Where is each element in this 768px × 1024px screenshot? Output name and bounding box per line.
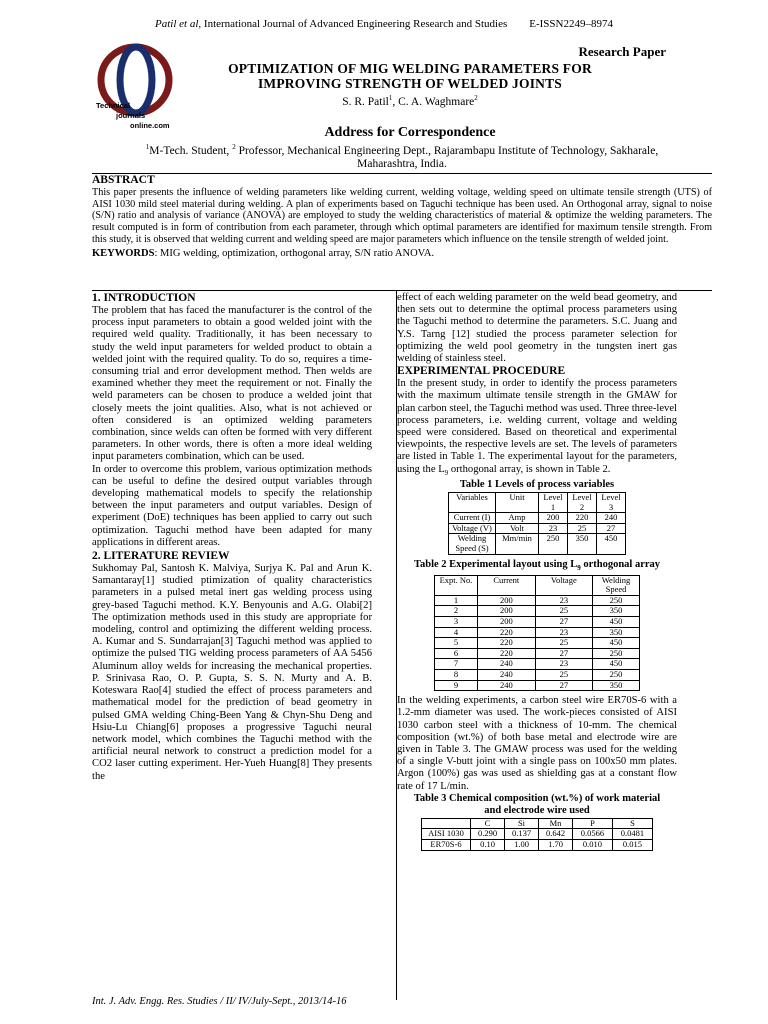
right-paragraph-top: effect of each welding parameter on the weld bead geometry, and then sets out to determine the optimal process parameters using the Taguchi method to determine the parameters. S.C. Juang and Y.S. Tarng [12] studied the process parameter selection for optimizing the weld pool geometry in the tungsten inert gas welding of stainless steel. — [397, 292, 677, 365]
table-cell: Welding Speed (S) — [449, 534, 496, 554]
table-row — [435, 638, 640, 649]
abstract-body: This paper presents the influence of welding parameters like welding current, welding voltage, welding speed on ultimate tensile strength (UTS) of AISI 1030 mild steel material during welding. A plan of experiments based on Taguchi technique has been used. An Orthogonal array, signal to noise (S/N) ratio and analysis of variance (ANOVA) are employed to study the welding characteristics of material & optimize the welding parameters. The result computed is in form of contribution from each parameter, through which optimal parameters are identified for maximum tensile strength. From this study, it is observed that welding current and welding speed are major parameters which influence on the tensile strength of welded joint. — [92, 187, 712, 245]
table-cell: 27 — [535, 648, 592, 659]
table-cell: Voltage (V) — [449, 523, 496, 534]
table-cell: 6 — [435, 648, 478, 659]
table-row — [449, 534, 626, 554]
table-cell: 25 — [568, 523, 597, 534]
table-cell: 23 — [535, 659, 592, 670]
table-cell: 350 — [568, 534, 597, 554]
table-cell: 7 — [435, 659, 478, 670]
affil-part-2: Professor, Mechanical Engineering Dept., Rajarambapu Institute of Technology, Sakharale, — [235, 144, 659, 157]
table-cell: S — [612, 818, 652, 829]
table-row — [435, 680, 640, 691]
author-2: C. A. Waghmare — [398, 95, 475, 108]
table-cell: 350 — [593, 680, 640, 691]
right-column — [397, 292, 677, 851]
table-cell: Level 3 — [597, 492, 626, 512]
left-column — [92, 292, 372, 783]
t3-caption-line-1: Table 3 Chemical composition (wt.%) of work material — [413, 792, 661, 804]
table-2 — [434, 575, 640, 692]
table-cell: Voltage — [535, 575, 592, 595]
table-row — [435, 627, 640, 638]
author-1-sup: 1 — [388, 94, 393, 102]
table-cell: 250 — [539, 534, 568, 554]
table-cell: 0.010 — [573, 839, 613, 850]
t2-caption-b: orthogonal array — [580, 558, 661, 570]
table-cell: 250 — [593, 669, 640, 680]
table-1-header — [449, 492, 626, 512]
table-cell: Mm/min — [496, 534, 539, 554]
table-3-header — [422, 818, 653, 829]
table-cell: ER70S-6 — [422, 839, 471, 850]
table-row — [435, 595, 640, 606]
intro-heading: 1. INTRODUCTION — [92, 292, 196, 304]
table-cell: 0.642 — [539, 829, 573, 840]
table-cell: P — [573, 818, 613, 829]
table-row — [435, 669, 640, 680]
exp-text-b: orthogonal array, is shown in Table 2. — [450, 463, 611, 475]
table-cell: Current — [478, 575, 536, 595]
literature-heading: 2. LITERATURE REVIEW — [92, 550, 230, 563]
table-cell: 220 — [478, 638, 536, 649]
table-cell: 0.290 — [471, 829, 505, 840]
table-cell: 200 — [478, 595, 536, 606]
table-cell: 240 — [478, 680, 536, 691]
table-cell: 450 — [593, 638, 640, 649]
author-1: S. R. Patil — [342, 95, 389, 108]
intro-paragraph-1: The problem that has faced the manufacturer is the control of the process input parameters to obtain a good welded joint with the required weld quality. Traditionally, it has been necessary to study the weld input parameters for welded product to obtain a welded joint with the required quality. To do so, requires a time-consuming trial and error development method. Then welds are examined whether they meet the requirement or not. Finally the weld parameters can be chosen to produce a welded joint that closely meets the joint qualities. Also, what is not achieved or often considered is an optimized welding parameters combination, since welds can often be formed with very different parameters. In other words, there is often a more ideal welding input parameters combination, which can be used. — [92, 305, 372, 463]
table-cell: 220 — [568, 513, 597, 524]
table-cell: 240 — [478, 659, 536, 670]
affil-sup-1: 1 — [145, 143, 150, 151]
table-3-caption — [397, 793, 677, 817]
table-cell: 0.015 — [612, 839, 652, 850]
table-2-header — [435, 575, 640, 595]
table-cell: 200 — [478, 616, 536, 627]
keywords-text: : MIG welding, optimization, orthogonal array, S/N ratio ANOVA. — [154, 247, 435, 259]
table-cell: 27 — [535, 616, 592, 627]
author-2-sup: 2 — [474, 94, 478, 102]
table-cell: Amp — [496, 513, 539, 524]
table-row — [449, 523, 626, 534]
table-cell: 25 — [535, 606, 592, 617]
table-cell: 23 — [535, 627, 592, 638]
table-cell: 25 — [535, 669, 592, 680]
table-cell: Unit — [496, 492, 539, 512]
table-cell: Expt. No. — [435, 575, 478, 595]
experimental-heading: EXPERIMENTAL PROCEDURE — [397, 365, 566, 378]
title-line-2: IMPROVING STRENGTH OF WELDED JOINTS — [257, 76, 563, 91]
logo-line-2: journals — [116, 111, 146, 120]
journal-logo — [90, 40, 180, 140]
table-cell: 1.70 — [539, 839, 573, 850]
table-cell: C — [471, 818, 505, 829]
table-cell: 0.0481 — [612, 829, 652, 840]
table-cell: 0.137 — [505, 829, 539, 840]
table-cell: 200 — [478, 606, 536, 617]
paper-title — [190, 61, 630, 91]
table-cell: 2 — [435, 606, 478, 617]
table-cell: Si — [505, 818, 539, 829]
t2-caption-a: Table 2 Experimental layout using L — [413, 558, 578, 570]
table-cell: Welding Speed — [593, 575, 640, 595]
table-row — [435, 648, 640, 659]
table-cell: 4 — [435, 627, 478, 638]
exp-text-a: In the present study, in order to identify the process parameters with the maximum ultimate tensile strength in the GMAW for plan carbon steel, the Taguchi method was used. Three three-level process parameters, i.e. welding current, voltage and welding speed were considered. Based on theoretical and experimental viewpoints, the respective levels are set. The levels of parameters are listed in Table 1. The experimental layout for the parameters, using the L — [397, 378, 677, 475]
t2-caption-sub: 9 — [577, 563, 581, 572]
table-cell: 27 — [597, 523, 626, 534]
table-cell: Mn — [539, 818, 573, 829]
table-cell: 3 — [435, 616, 478, 627]
table-row — [449, 513, 626, 524]
table-cell: 350 — [593, 606, 640, 617]
exp-text-sub: 9 — [444, 468, 449, 477]
table-cell: 240 — [478, 669, 536, 680]
table-1 — [448, 492, 626, 555]
table-cell: 450 — [593, 659, 640, 670]
table-cell: Level 1 — [539, 492, 568, 512]
affiliation — [92, 141, 712, 171]
table-cell: 23 — [535, 595, 592, 606]
table-cell: 1 — [435, 595, 478, 606]
table-cell: 27 — [535, 680, 592, 691]
table-cell: 25 — [535, 638, 592, 649]
intro-paragraph-2: In order to overcome this problem, various optimization methods can be useful to define the desired output variables through developing mathematical models to specify the relationship between the input parameters and output variables. Design of experiment (DoE) techniques has been applied to carry out such optimization. Taguchi method have been adapted for many applications in different areas. — [92, 463, 372, 548]
header-authors: Patil et al, — [155, 18, 202, 30]
table-row — [422, 839, 653, 850]
table-cell: 250 — [593, 595, 640, 606]
affil-part-1: M-Tech. Student, — [149, 144, 233, 157]
table-cell: 8 — [435, 669, 478, 680]
table-cell: 250 — [593, 648, 640, 659]
right-paragraph-mid: In the welding experiments, a carbon steel wire ER70S-6 with a 1.2-mm diameter was used. The work-pieces consisted of AISI 1030 carbon steel with a thickness of 10-mm. The chemical composition (wt.%) of both base metal and electrode wire are given in Table 3. The GMAW process was used for the welding of a single V-butt joint with a single pass on 100x50 mm plates. Argon (100%) gas was used as shielding gas at a constant flow rate of 17 L/min. — [397, 695, 677, 792]
table-cell: 220 — [478, 627, 536, 638]
table-cell: 1.00 — [505, 839, 539, 850]
table-2-caption — [397, 559, 677, 574]
literature-paragraph: Sukhomay Pal, Santosh K. Malviya, Surjya K. Pal and Arun K. Samantaray[1] studied ptimization of quality characteristics parameters in a pulsed metal inert gas welding process using grey-based Taguchi method. K.Y. Benyounis and A.G. Olabi[2] The optimization methods used in this study are appropriate for modeling, control and optimizing the different welding process. A. Kumar and S. Sundarrajan[3] Taguchi method was applied to optimize the pulsed TIG welding process parameters of AA 5456 Aluminum alloy welds for increasing the mechanical properties. P. Srinivasa Rao, O. P. Gupta, S. S. N. Murty and A. B. Koteswara Rao[4] studied the effect of process parameters and mathematical model for the prediction of bead geometry in pulsed GMA welding Ching-Been Yang & Chyn-Shu Deng and Hsiu-Lu Chiang[6] proposes a progressive Taguchi neural network model, which combines the Taguchi method with the artificial neural network to construct a prediction model for a CO2 laser cutting experiment. Her-Yueh Huang[8] They presents the — [92, 563, 372, 782]
logo-line-1: Technical — [96, 101, 131, 110]
table-row — [435, 606, 640, 617]
table-cell: 450 — [593, 616, 640, 627]
abstract-box — [92, 173, 712, 291]
table-cell: 200 — [539, 513, 568, 524]
page-footer: Int. J. Adv. Engg. Res. Studies / II/ IV/July-Sept., 2013/14-16 — [92, 996, 347, 1007]
experimental-paragraph — [397, 378, 677, 479]
keywords-label: KEYWORDS — [92, 247, 155, 259]
address-heading: Address for Correspondence — [324, 125, 496, 140]
header-journal: International Journal of Advanced Engineering Research and Studies — [203, 18, 508, 30]
table-cell: 220 — [478, 648, 536, 659]
table-cell: 0.0566 — [573, 829, 613, 840]
table-cell: 450 — [597, 534, 626, 554]
table-cell: Level 2 — [568, 492, 597, 512]
affil-sup-2: 2 — [232, 143, 236, 151]
table-cell: 0.10 — [471, 839, 505, 850]
table-row — [422, 829, 653, 840]
table-cell: 350 — [593, 627, 640, 638]
table-cell: 240 — [597, 513, 626, 524]
table-cell: Volt — [496, 523, 539, 534]
affil-line-2: Maharashtra, India. — [357, 157, 447, 170]
table-cell — [422, 818, 471, 829]
table-cell: 9 — [435, 680, 478, 691]
table-1-caption: Table 1 Levels of process variables — [459, 478, 615, 490]
table-cell: Current (I) — [449, 513, 496, 524]
table-cell: 23 — [539, 523, 568, 534]
paper-type: Research Paper — [578, 44, 666, 59]
table-row — [435, 616, 640, 627]
t3-caption-line-2: and electrode wire used — [484, 804, 590, 816]
author-list: S. R. Patil$^1$, C. A. Waghmare$^2$ — [342, 94, 478, 108]
table-cell: 5 — [435, 638, 478, 649]
table-cell: AISI 1030 — [422, 829, 471, 840]
table-cell: Variables — [449, 492, 496, 512]
title-line-1: OPTIMIZATION OF MIG WELDING PARAMETERS FOR — [228, 61, 592, 76]
table-row — [435, 659, 640, 670]
running-header — [0, 18, 768, 30]
keywords — [92, 248, 712, 260]
logo-line-3: online.com — [130, 121, 170, 130]
table-3 — [421, 818, 653, 851]
header-issn: E-ISSN2249–8974 — [529, 18, 613, 30]
abstract-heading: ABSTRACT — [92, 174, 155, 186]
